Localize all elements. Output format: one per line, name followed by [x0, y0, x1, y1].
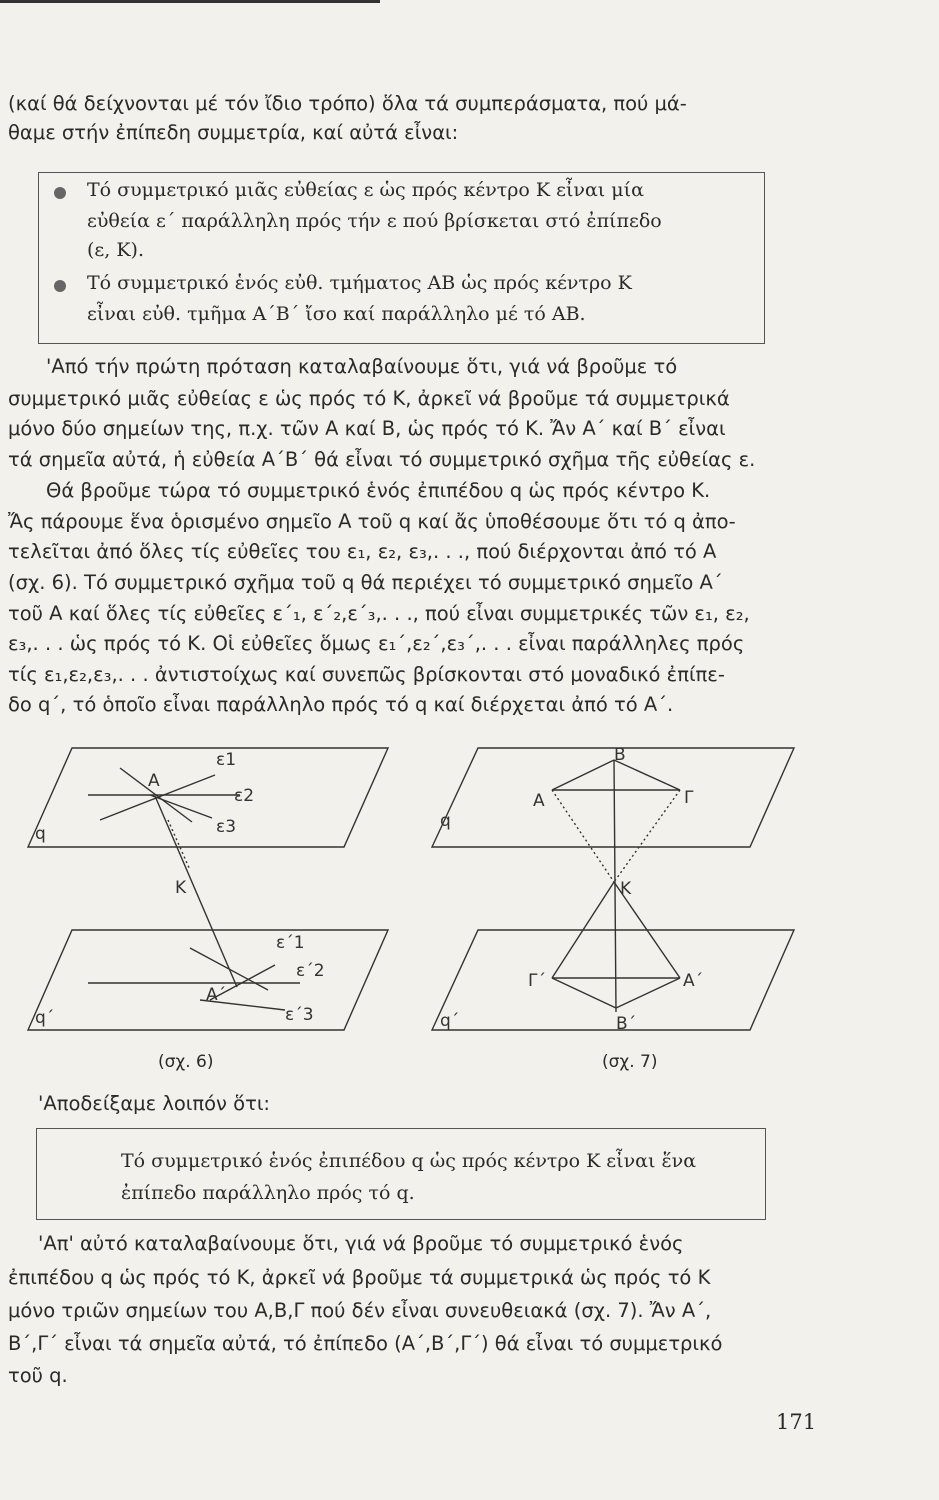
- box1-bullet2-line1: Τό συμμετρικό ἑνός εὐθ. τμήματος ΑΒ ὡς πρός κέντρο Κ: [87, 272, 632, 294]
- fig6-label-e1: ε1: [216, 750, 237, 770]
- bullet-icon: [54, 187, 66, 199]
- para3-line-8: δο q΄, τό ὁποῖο εἶναι παράλληλο πρός τό q καί διέρχεται ἀπό τό Α΄.: [8, 693, 674, 716]
- conclusion-box: [36, 1128, 766, 1220]
- box1-bullet1-line1: Τό συμμετρικό μιᾶς εὐθείας ε ὡς πρός κέντρο Κ εἶναι μία: [87, 179, 644, 201]
- segment-BA: [552, 760, 614, 790]
- theorem-box-lines: [38, 172, 765, 344]
- segment-GGp-dots: [614, 790, 680, 882]
- fig7-label-G: Γ: [684, 788, 694, 808]
- para4-line-5: τοῦ q.: [8, 1364, 68, 1387]
- para3-line-4: (σχ. 6). Τό συμμετρικό σχῆμα τοῦ q θά περιέχει τό συμμετρικό σημεῖο Α΄: [8, 571, 723, 594]
- page-number: 171: [776, 1410, 817, 1434]
- segment-AAp-dots: [552, 790, 614, 882]
- plane-q: [432, 748, 794, 847]
- segment-BBp: [614, 760, 616, 1012]
- para2-line-1: 'Από τήν πρώτη πρόταση καταλαβαίνουμε ὅτι, γιά νά βροῦμε τό: [46, 355, 678, 378]
- fig7-label-K: Κ: [620, 879, 632, 899]
- para2-line-3: μόνο δύο σημείων της, π.χ. τῶν Α καί Β, ὡς πρός τό Κ. Ἄν Α΄ καί Β΄ εἶναι: [8, 417, 726, 440]
- fig7-label-q: q: [440, 811, 451, 831]
- fig6-label-e2: ε2: [234, 786, 255, 806]
- segment-dots: [168, 820, 190, 870]
- fig6-label-e3p: ε΄3: [285, 1005, 314, 1025]
- box2-line2: ἐπίπεδο παράλληλο πρός τό q.: [121, 1182, 415, 1204]
- figures: [0, 735, 939, 1065]
- fig6-label-e2p: ε΄2: [296, 961, 325, 981]
- fig6-label-A: Α: [148, 771, 160, 791]
- intro-line-1: (καί θά δείχνονται μέ τόν ἴδιο τρόπο) ὅλα τά συμπεράσματα, πού μά-: [8, 92, 687, 115]
- box1-bullet2-line2: εἶναι εὐθ. τμῆμα Α΄Β΄ ἴσο καί παράλληλο μέ τό ΑΒ.: [87, 303, 586, 325]
- para4-line-3: μόνο τριῶν σημείων του Α,Β,Γ πού δέν εἶναι συνευθειακά (σχ. 7). Ἄν Α΄,: [8, 1299, 712, 1322]
- para4-line-1: 'Απ' αὐτό καταλαβαίνουμε ὅτι, γιά νά βροῦμε τό συμμετρικό ἑνός: [38, 1232, 684, 1255]
- para2-line-2: συμμετρικό μιᾶς εὐθείας ε ὡς πρός τό Κ, ἀρκεῖ νά βροῦμε τά συμμετρικά: [8, 387, 730, 410]
- figure-7-labels: [440, 745, 703, 1034]
- fig7-label-Bp: Β΄: [616, 1014, 637, 1034]
- plane-q: [28, 748, 388, 847]
- fig6-label-e1p: ε΄1: [276, 933, 305, 953]
- para4-line-2: ἐπιπέδου q ὡς πρός τό Κ, ἀρκεῖ νά βροῦμε τά συμμετρικά ὡς πρός τό Κ: [8, 1266, 711, 1289]
- figure-6-labels: [35, 750, 325, 1028]
- para3-line-3: τελεῖται ἀπό ὅλες τίς εὐθεῖες του ε₁, ε₂, ε₃,. . ., πού διέρχονται ἀπό τό Α: [8, 540, 717, 563]
- fig6-caption: (σχ. 6): [158, 1052, 214, 1072]
- bullet-icon: [54, 280, 66, 292]
- fig7-label-B: Β: [614, 745, 626, 765]
- plane-qp: [28, 930, 388, 1030]
- proved-heading: 'Αποδείξαμε λοιπόν ὅτι:: [38, 1092, 270, 1115]
- fig6-label-q: q: [35, 824, 46, 844]
- figure-7: [432, 748, 794, 1030]
- fig7-caption: (σχ. 7): [602, 1052, 658, 1072]
- segment-GpBp: [552, 978, 616, 1008]
- fig7-label-qp: q΄: [440, 1011, 460, 1031]
- fig6-label-e3: ε3: [216, 817, 237, 837]
- para2-line-4: τά σημεῖα αὐτά, ἡ εὐθεία Α΄Β΄ θά εἶναι τό συμμετρικό σχῆμα τῆς εὐθείας ε.: [8, 448, 756, 471]
- box2-line1: Τό συμμετρικό ἑνός ἐπιπέδου q ὡς πρός κέντρο Κ εἶναι ἕνα: [121, 1150, 697, 1172]
- fig7-label-A: Α: [533, 791, 545, 811]
- para3-line-1: Θά βροῦμε τώρα τό συμμετρικό ἑνός ἐπιπέδου q ὡς πρός κέντρο Κ.: [46, 479, 711, 502]
- segment-ApBp: [616, 978, 680, 1008]
- fig7-label-Gp: Γ΄: [528, 971, 546, 991]
- box1-bullet1-line3: (ε, Κ).: [87, 239, 144, 261]
- fig6-label-K: Κ: [175, 878, 187, 898]
- para3-line-6: ε₃,. . . ὡς πρός τό Κ. Οἱ εὐθεῖες ὅμως ε₁΄,ε₂΄,ε₃΄,. . . εἶναι παράλληλες πρός: [8, 632, 745, 655]
- fig6-label-Ap: Α΄: [206, 985, 227, 1005]
- box1-bullet1-line2: εὐθεία ε΄ παράλληλη πρός τήν ε πού βρίσκεται στό ἐπίπεδο: [87, 210, 662, 232]
- fig7-label-Ap: Α΄: [683, 971, 704, 991]
- para3-line-2: Ἄς πάρουμε ἕνα ὁρισμένο σημεῖο Α τοῦ q καί ἄς ὑποθέσουμε ὅτι τό q ἀπο-: [8, 510, 736, 533]
- intro-line-2: θαμε στήν ἐπίπεδη συμμετρία, καί αὐτά εἶναι:: [8, 121, 459, 144]
- para4-line-4: Β΄,Γ΄ εἶναι τά σημεῖα αὐτά, τό ἐπίπεδο (Α΄,Β΄,Γ΄) θά εἶναι τό συμμετρικό: [8, 1332, 723, 1355]
- para3-line-5: τοῦ Α καί ὅλες τίς εὐθεῖες ε΄₁, ε΄₂,ε΄₃,. . ., πού εἶναι συμμετρικές τῶν ε₁, ε₂,: [8, 602, 750, 625]
- header-rule: [0, 0, 380, 3]
- para3-line-7: τίς ε₁,ε₂,ε₃,. . . ἀντιστοίχως καί συνεπῶς βρίσκονται στό μοναδικό ἐπίπε-: [8, 663, 725, 686]
- fig6-label-qp: q΄: [35, 1008, 55, 1028]
- plane-qp: [432, 930, 794, 1030]
